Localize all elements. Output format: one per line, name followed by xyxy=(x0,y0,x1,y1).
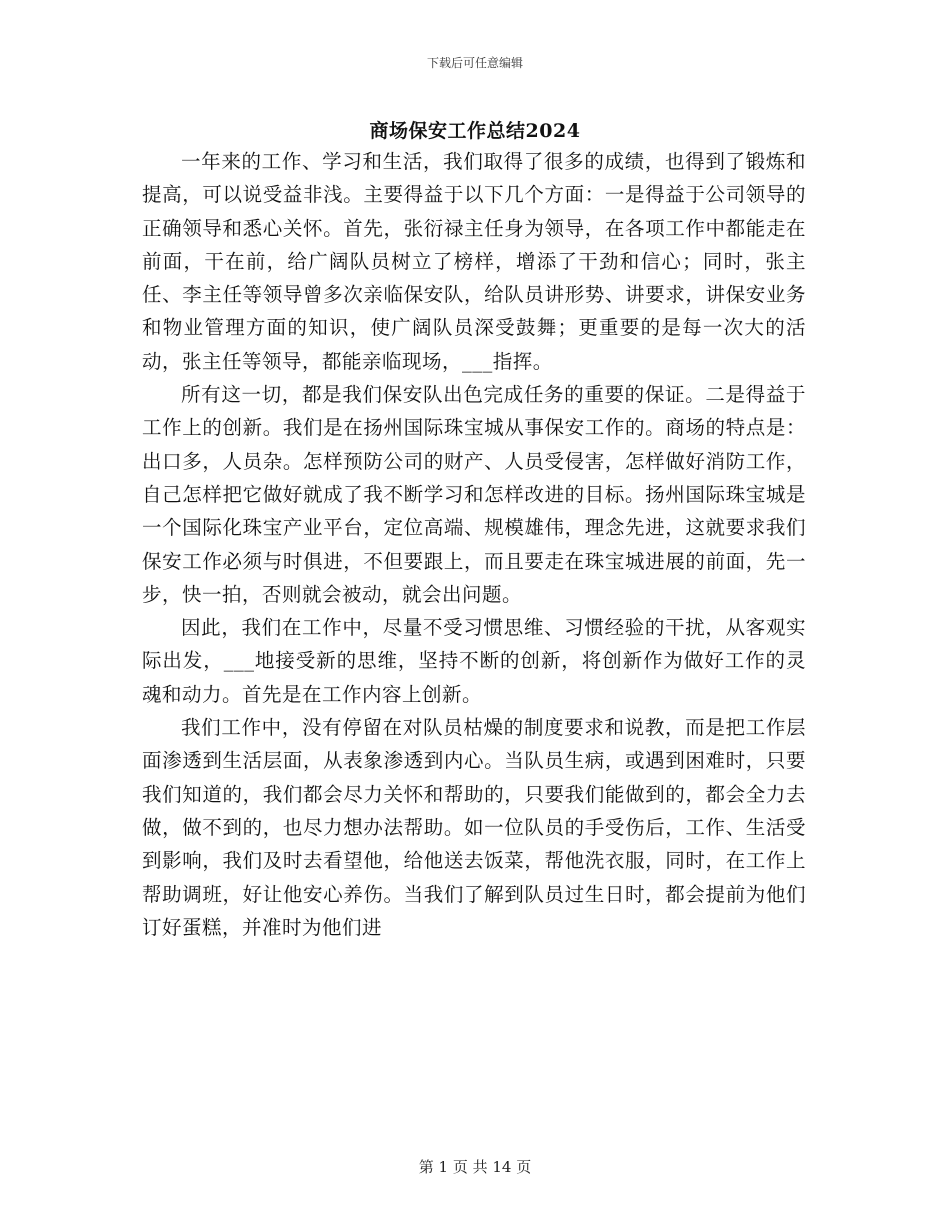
paragraph-4: 我们工作中，没有停留在对队员枯燥的制度要求和说教，而是把工作层面渗透到生活层面，从表象渗透到内心。当队员生病，或遇到困难时，只要我们知道的，我们都会尽力关怀和帮助的，只要我们能做到的，都会全力去做，做不到的，也尽力想办法帮助。如一位队员的手受伤后，工作、生活受到影响，我们及时去看望他，给他送去饭菜，帮他洗衣服，同时，在工作上帮助调班，好让他安心养伤。当我们了解到队员过生日时，都会提前为他们订好蛋糕，并准时为他们进 xyxy=(142,716,806,939)
paragraph-1: 一年来的工作、学习和生活，我们取得了很多的成绩，也得到了锻炼和提高，可以说受益非浅。主要得益于以下几个方面：一是得益于公司领导的正确领导和悉心关怀。首先，张衍禄主任身为领导，在各项工作中都能走在前面，干在前，给广阔队员树立了榜样，增添了干劲和信心；同时，张主任、李主任等领导曾多次亲临保安队，给队员讲形势、讲要求，讲保安业务和物业管理方面的知识，使广阔队员深受鼓舞；更重要的是每一次大的活动，张主任等领导，都能亲临现场，___指挥。 xyxy=(142,150,806,373)
paragraph-3: 因此，我们在工作中，尽量不受习惯思维、习惯经验的干扰，从客观实际出发，___地接受新的思维，坚持不断的创新，将创新作为做好工作的灵魂和动力。首先是在工作内容上创新。 xyxy=(142,616,806,706)
header-note: 下载后可任意编辑 xyxy=(426,56,523,70)
page-number-footer: 第 1 页 共 14 页 xyxy=(418,1158,532,1176)
paragraph-2: 所有这一切，都是我们保安队出色完成任务的重要的保证。二是得益于工作上的创新。我们是在扬州国际珠宝城从事保安工作的。商场的特点是：出口多，人员杂。怎样预防公司的财产、人员受侵害，怎样做好消防工作，自己怎样把它做好就成了我不断学习和怎样改进的目标。扬州国际珠宝城是一个国际化珠宝产业平台，定位高端、规模雄伟，理念先进，这就要求我们保安工作必须与时俱进，不但要跟上，而且要走在珠宝城进展的前面，先一步，快一拍，否则就会被动，就会出问题。 xyxy=(142,383,806,606)
document-title: 商场保安工作总结2024 xyxy=(369,120,581,142)
document-body xyxy=(142,145,806,944)
